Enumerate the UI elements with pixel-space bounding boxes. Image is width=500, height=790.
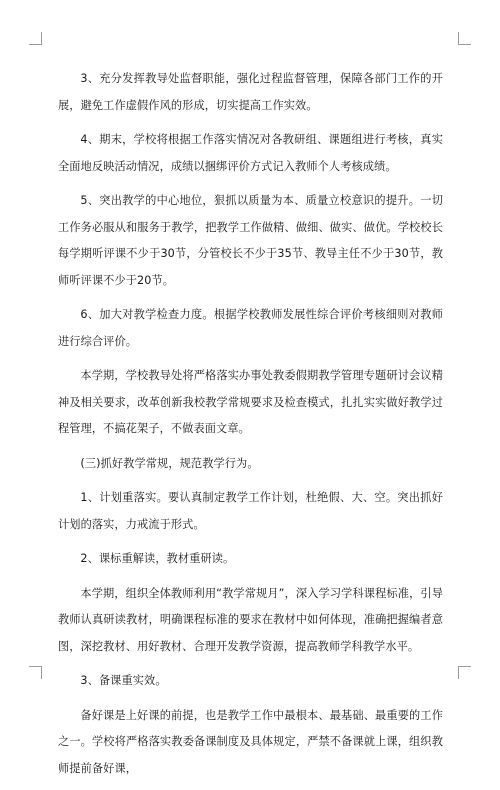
- crop-mark-top-right: [458, 32, 471, 45]
- document-body: [58, 66, 443, 790]
- paragraph-item-4-final-assessment: 4、期末，学校将根据工作落实情况对各教研组、课题组进行考核，真实全面地反映活动情况，成绩以捆绑评价方式记入教师个人考核成绩。: [58, 133, 443, 173]
- section-heading-teaching-routine: (三)抓好教学常规，规范教学行为。: [80, 456, 259, 470]
- paragraph-item-1-planning: 1、计划重落实。要认真制定教学工作计划，杜绝假、大、空。突出抓好计划的落实，力戒流于形式。: [58, 491, 443, 531]
- crop-mark-top-left: [29, 32, 42, 45]
- paragraph-curriculum-study: 本学期，组织全体教师利用“教学常规月”，深入学习学科课程标准，引导教师认真研读教材，明确课程标准的要求在教材中如何体现，准确把握编者意图，深挖教材、用好教材、合理开发教学资源，提高教师学科教学水平。: [58, 586, 443, 653]
- crop-mark-bottom-left: [29, 666, 42, 679]
- paragraph-item-2-curriculum: 2、课标重解读，教材重研读。: [80, 552, 235, 565]
- crop-mark-bottom-right: [458, 666, 471, 679]
- paragraph-item-3-lesson-prep: 3、备课重实效。: [80, 674, 167, 687]
- paragraph-item-6-inspection: 6、加大对教学检查力度。根据学校教师发展性综合评价考核细则对教师进行综合评价。: [58, 308, 443, 348]
- paragraph-semester-implementation: 本学期，学校教导处将严格落实办事处教委假期教学管理专题研讨会议精神及相关要求，改革创新我校教学常规要求及检查模式，扎扎实实做好教学过程管理，不搞花架子，不做表面文章。: [58, 369, 443, 435]
- paragraph-item-5-teaching-center: 5、突出教学的中心地位，狠抓以质量为本、质量立校意识的提升。一切工作务必服从和服务于教学，把教学工作做精、做细、做实、做优。学校校长每学期听评课不少于30节，分管校长不少于35节、教导主任不少于30节，教师听评课不少于20节。: [58, 194, 443, 287]
- paragraph-item-3-supervision: 3、充分发挥教导处监督职能，强化过程监督管理，保障各部门工作的开展，避免工作虚假作风的形成，切实提高工作实效。: [58, 72, 443, 112]
- paragraph-lesson-prep-detail: 备好课是上好课的前提，也是教学工作中最根本、最基础、最重要的工作之一。学校将严格落实教委备课制度及具体规定，严禁不备课就上课，组织教师提前备好课，: [58, 708, 443, 775]
